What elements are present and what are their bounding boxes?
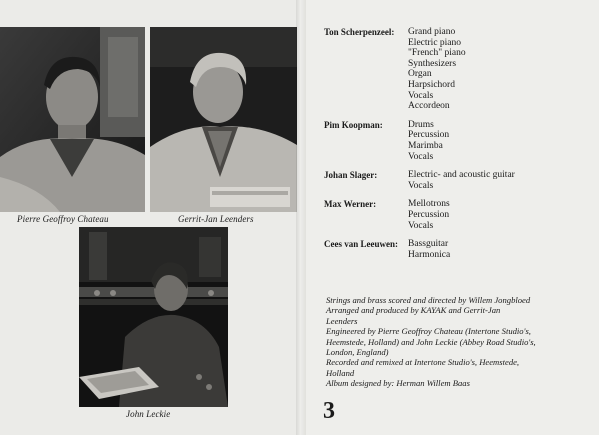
credit-line: Arranged and produced by KAYAK and Gerrit-Jan [326,305,501,316]
instrument-item: Electric- and acoustic guitar [408,170,515,181]
credit-line: Strings and brass scored and directed by Willem Jongbloed [326,295,531,305]
member-name: Cees van Leeuwen: [324,239,398,250]
member-name: Johan Slager: [324,170,378,181]
member-johan-slager [324,170,586,191]
instrument-item: Marimba [408,140,443,151]
instrument-item: Vocals [408,220,434,231]
instrument-list [408,27,466,112]
instrument-list [408,199,450,231]
member-max-werner [324,199,586,231]
caption-pierre: Pierre Geoffroy Chateau [17,214,109,224]
photo-pierre-geoffroy-chateau [0,27,145,212]
instrument-item: Organ [408,69,432,80]
credit-line: Recorded and remixed at Intertone Studio's, Heemstede, [326,357,520,368]
member-name: Max Werner: [324,199,377,210]
credit-line: Heemstede, Holland) and John Leckie (Abbey Road Studio's, [326,336,536,347]
instrument-item: Drums [408,119,434,130]
instrument-item: Mellotrons [408,199,450,210]
instrument-item: Harmonica [408,249,451,260]
credit-line: Engineered by Pierre Geoffroy Chateau (Intertone Studio's, [326,326,531,337]
photo-john-leckie [79,227,228,407]
band-roster [324,27,586,268]
instrument-item: Grand piano [408,27,456,37]
member-name: Pim Koopman: [324,119,383,130]
instrument-item: Percussion [408,209,450,220]
credit-line: London, England) [326,347,389,358]
page-gutter [296,0,306,435]
member-name: Ton Scherpenzeel: [324,27,395,37]
instrument-list [408,239,450,260]
credit-line: Album designed by: Herman Willem Baas [326,378,470,389]
instrument-item: Harpsichord [408,79,455,90]
instrument-item: "French" piano [408,48,466,59]
production-credits [326,295,576,389]
member-pim-koopman [324,120,586,162]
instrument-item: Synthesizers [408,58,457,69]
credit-line: Leenders [326,315,358,326]
instrument-item: Accordeon [408,101,450,112]
instrument-item: Vocals [408,180,434,191]
member-ton-scherpenzeel [324,27,586,112]
caption-gerrit: Gerrit-Jan Leenders [178,214,254,224]
instrument-item: Percussion [408,130,450,141]
instrument-item: Vocals [408,151,434,162]
credit-line: Holland [326,367,355,378]
instrument-item: Bassguitar [408,239,449,250]
instrument-list [408,170,515,191]
instrument-item: Vocals [408,90,434,101]
instrument-list [408,120,449,162]
caption-john: John Leckie [126,409,171,419]
photo-gerrit-jan-leenders [150,27,297,212]
instrument-item: Electric piano [408,37,462,48]
member-cees-van-leeuwen [324,239,586,260]
page-number: 3 [323,398,335,424]
